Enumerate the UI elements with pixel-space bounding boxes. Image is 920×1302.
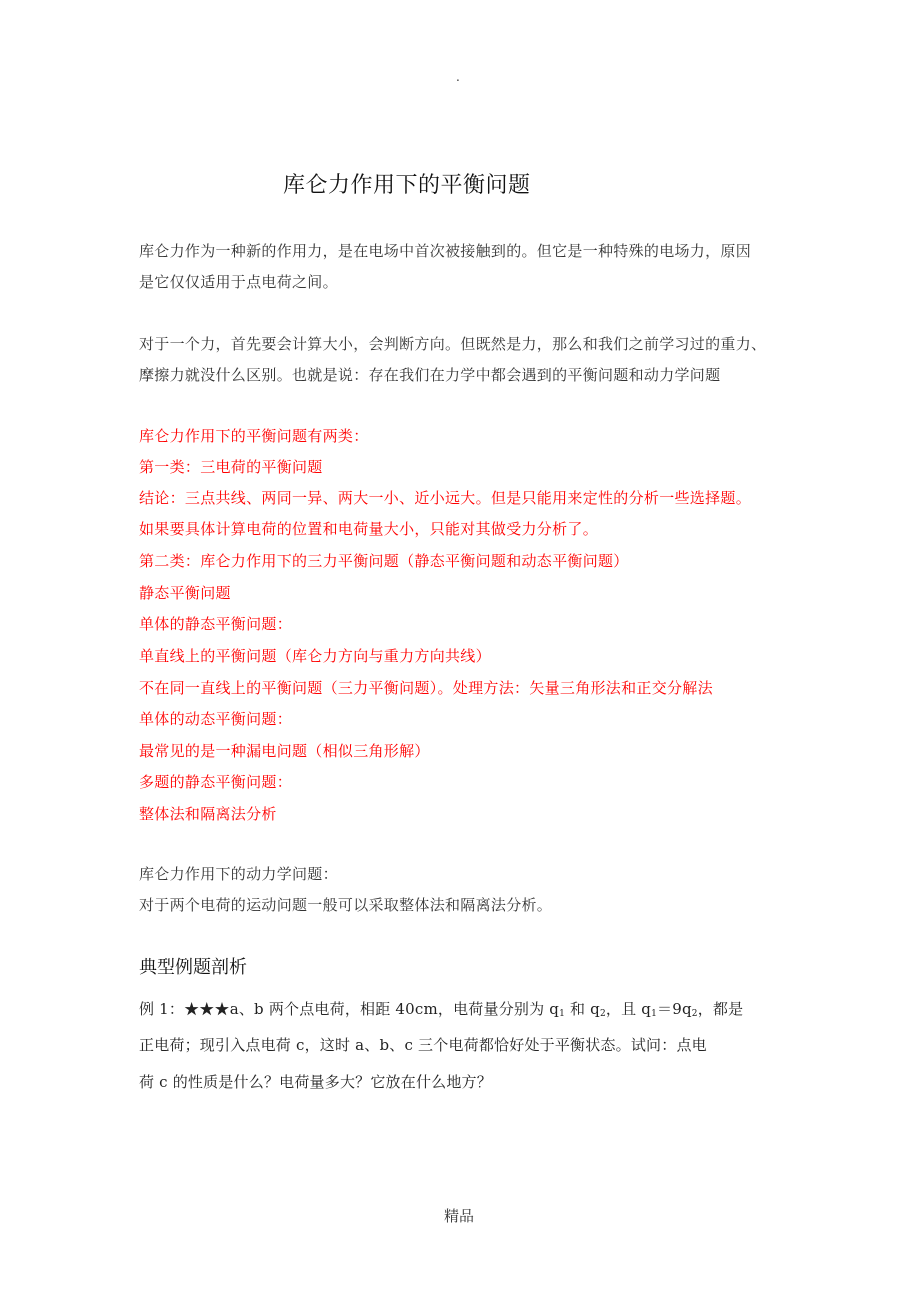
red-line-single-dynamic: 单体的动态平衡问题： bbox=[139, 710, 293, 728]
page-title: 库仑力作用下的平衡问题 bbox=[283, 173, 531, 198]
red-line-multi-static: 多题的静态平衡问题： bbox=[139, 773, 293, 791]
example-1-text-e: ，都是 bbox=[697, 1000, 744, 1018]
examples-heading: 典型例题剖析 bbox=[139, 957, 247, 978]
subscript: 2 bbox=[691, 1009, 698, 1019]
example-1-text-b: 和 q bbox=[565, 1000, 600, 1018]
red-line-calculation: 如果要具体计算电荷的位置和电荷量大小，只能对其做受力分析了。 bbox=[139, 520, 599, 538]
red-line-type-1: 第一类：三电荷的平衡问题 bbox=[139, 458, 323, 476]
subscript: 1 bbox=[651, 1009, 658, 1019]
subscript: 1 bbox=[559, 1009, 566, 1019]
red-line-conclusion: 结论：三点共线、两同一异、两大一小、近小远大。但是只能用来定性的分析一些选择题。 bbox=[139, 489, 752, 507]
red-line-categories: 库仑力作用下的平衡问题有两类： bbox=[139, 427, 369, 445]
dynamics-line-2: 对于两个电荷的运动问题一般可以采取整体法和隔离法分析。 bbox=[139, 896, 553, 914]
intro-paragraph-1-line-2: 是它仅仅适用于点电荷之间。 bbox=[139, 273, 338, 291]
intro-paragraph-1-line-1: 库仑力作为一种新的作用力，是在电场中首次被接触到的。但它是一种特殊的电场力，原因 bbox=[139, 242, 752, 260]
red-line-single-static: 单体的静态平衡问题： bbox=[139, 615, 293, 633]
subscript: 2 bbox=[599, 1009, 606, 1019]
dynamics-line-1: 库仑力作用下的动力学问题： bbox=[139, 865, 338, 883]
red-line-straight-line: 单直线上的平衡问题（库仑力方向与重力方向共线） bbox=[139, 647, 491, 665]
red-line-method: 整体法和隔离法分析 bbox=[139, 805, 277, 823]
footer-label: 精品 bbox=[444, 1207, 475, 1225]
intro-paragraph-2-line-2: 摩擦力就没什么区别。也就是说：存在我们在力学中都会遇到的平衡问题和动力学问题 bbox=[139, 366, 721, 384]
example-1-line-2: 正电荷；现引入点电荷 c，这时 a、b、c 三个电荷都恰好处于平衡状态。试问：点电 bbox=[139, 1036, 707, 1054]
intro-paragraph-2-line-1: 对于一个力，首先要会计算大小，会判断方向。但既然是力，那么和我们之前学习过的重力、 bbox=[139, 335, 767, 353]
red-line-static: 静态平衡问题 bbox=[139, 584, 231, 602]
example-1-text-c: ，且 q bbox=[605, 1000, 652, 1018]
example-1-text-a: 例 1：★★★a、b 两个点电荷，相距 40cm，电荷量分别为 q bbox=[139, 1000, 560, 1018]
red-line-three-force: 不在同一直线上的平衡问题（三力平衡问题）。处理方法：矢量三角形法和正交分解法 bbox=[139, 679, 713, 697]
example-1-line-3: 荷 c 的性质是什么？电荷量多大？它放在什么地方？ bbox=[139, 1073, 492, 1091]
red-line-type-2: 第二类：库仑力作用下的三力平衡问题（静态平衡问题和动态平衡问题） bbox=[139, 552, 629, 570]
red-line-leakage: 最常见的是一种漏电问题（相似三角形解） bbox=[139, 742, 430, 760]
example-1-line-1 bbox=[139, 998, 743, 1019]
header-dot: . bbox=[456, 70, 460, 84]
example-1-text-d: ＝9q bbox=[657, 1000, 692, 1018]
